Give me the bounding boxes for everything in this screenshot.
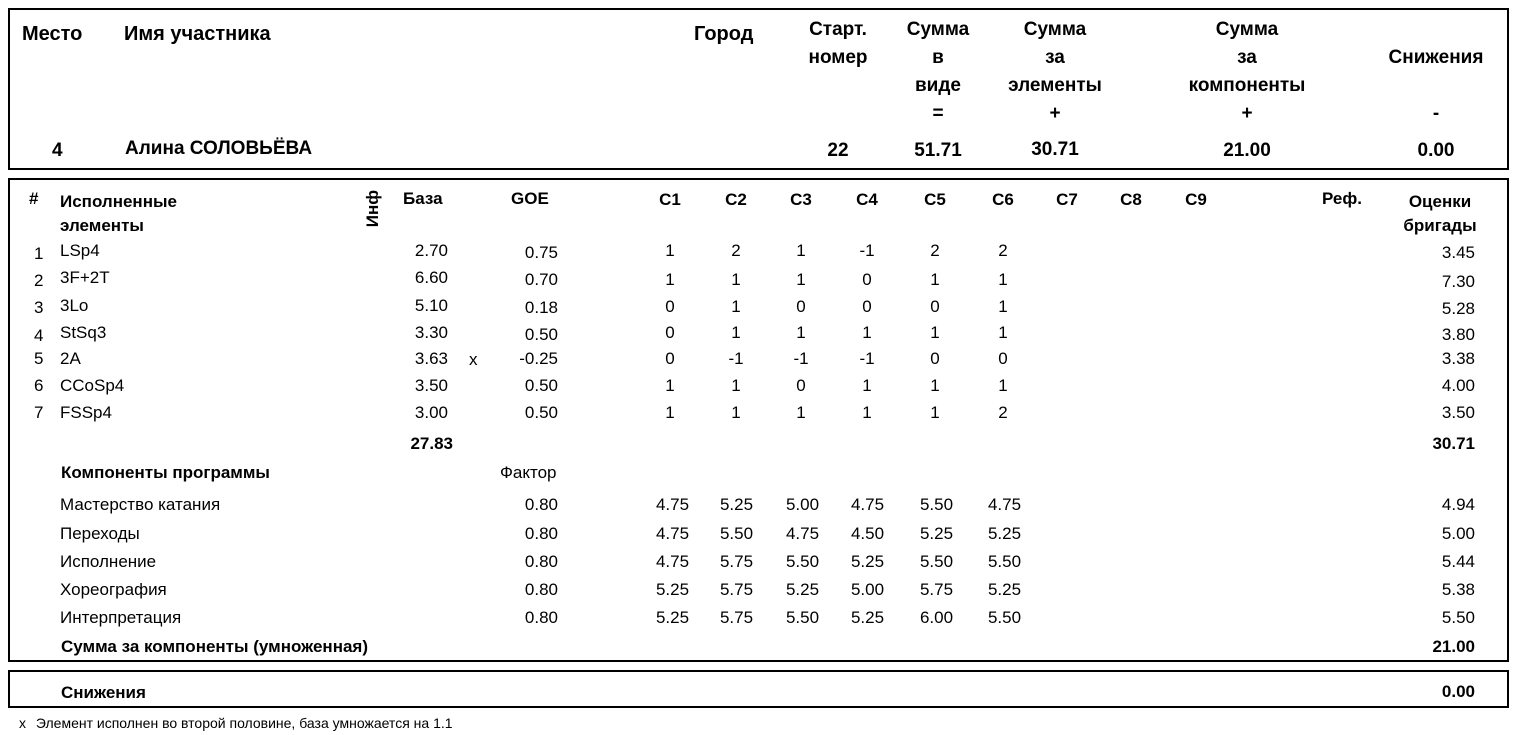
col-c5-header: C5 — [924, 190, 946, 209]
footnote — [19, 716, 453, 730]
col-score-header: Оценки бригады — [1403, 192, 1477, 235]
row-goe: 0.50 — [524, 403, 558, 422]
row-score: 3.80 — [1441, 325, 1475, 344]
row-c6: 5.25 — [987, 524, 1022, 543]
row-c1: 0 — [665, 323, 675, 342]
row-c5: 1 — [930, 403, 940, 422]
col-num-header: # — [29, 189, 39, 208]
col-c7-header: C7 — [1056, 190, 1078, 209]
col-c2-header: C2 — [725, 190, 747, 209]
row-base: 2.70 — [414, 241, 448, 260]
row-c5: 1 — [930, 270, 940, 289]
row-c3: 5.50 — [785, 608, 820, 627]
row-element: LSp4 — [60, 241, 100, 260]
row-c6: 1 — [998, 376, 1008, 395]
row-c2: 1 — [731, 403, 741, 422]
row-c5: 5.50 — [919, 495, 954, 514]
name-label: Имя участника — [124, 23, 271, 45]
row-c3: 4.75 — [785, 524, 820, 543]
component-score: 5.00 — [1441, 524, 1475, 543]
row-score: 4.00 — [1441, 376, 1475, 395]
row-c3: 1 — [796, 241, 806, 260]
row-c5: 5.25 — [919, 524, 954, 543]
row-c1: 4.75 — [655, 552, 690, 571]
factor-label: Фактор — [500, 463, 557, 482]
start-number-label: Старт. номер — [808, 19, 868, 68]
row-c1: 4.75 — [655, 495, 690, 514]
row-goe: -0.25 — [519, 349, 558, 368]
col-base-header: База — [403, 189, 443, 208]
col-c6-header: C6 — [992, 190, 1014, 209]
row-c3: 5.25 — [785, 580, 820, 599]
skater-deductions: 0.00 — [1417, 140, 1455, 161]
table-row — [0, 496, 1523, 516]
row-c4: 5.25 — [850, 608, 885, 627]
row-c3: 5.00 — [785, 495, 820, 514]
row-c5: 5.50 — [919, 552, 954, 571]
row-c4: 5.00 — [850, 580, 885, 599]
skater-place: 4 — [52, 140, 63, 161]
row-c4: 4.75 — [850, 495, 885, 514]
row-c5: 1 — [930, 323, 940, 342]
col-c8-header: C8 — [1120, 190, 1142, 209]
components-title: Компоненты программы — [61, 463, 270, 482]
col-c9-header: C9 — [1185, 190, 1207, 209]
row-c5: 5.75 — [919, 580, 954, 599]
component-factor: 0.80 — [524, 524, 558, 543]
row-c2: -1 — [728, 349, 744, 368]
row-base: 3.63 — [414, 349, 448, 368]
row-c6: 5.50 — [987, 608, 1022, 627]
row-c3: -1 — [793, 349, 809, 368]
row-c1: 0 — [665, 349, 675, 368]
row-c1: 1 — [665, 270, 675, 289]
col-c1-header: C1 — [659, 190, 681, 209]
row-c5: 0 — [930, 297, 940, 316]
row-c3: 5.50 — [785, 552, 820, 571]
row-goe: 0.75 — [524, 243, 558, 262]
table-row — [0, 324, 1523, 344]
row-c3: 1 — [796, 323, 806, 342]
row-c6: 5.25 — [987, 580, 1022, 599]
component-score: 5.44 — [1441, 552, 1475, 571]
row-element: 3Lo — [60, 296, 89, 315]
component-factor: 0.80 — [524, 580, 558, 599]
skater-name: Алина СОЛОВЬЁВА — [125, 138, 313, 159]
row-base: 6.60 — [414, 268, 448, 287]
row-c5: 0 — [930, 349, 940, 368]
components-sum-label: Сумма за компоненты + — [1188, 19, 1306, 124]
component-name: Исполнение — [60, 552, 157, 571]
row-c2: 5.75 — [719, 552, 754, 571]
elements-sum-label: Сумма за элементы + — [1008, 19, 1102, 124]
row-c2: 2 — [731, 241, 741, 260]
components-total-label: Сумма за компоненты (умноженная) — [61, 637, 368, 656]
skater-total: 51.71 — [914, 140, 962, 161]
row-num: 3 — [34, 298, 44, 317]
row-c2: 5.25 — [719, 495, 754, 514]
component-factor: 0.80 — [524, 495, 558, 514]
row-c4: 0 — [862, 297, 872, 316]
component-name: Мастерство катания — [60, 495, 221, 514]
row-num: 6 — [34, 376, 44, 395]
score-total: 30.71 — [1432, 434, 1475, 453]
component-factor: 0.80 — [524, 552, 558, 571]
row-c1: 4.75 — [655, 524, 690, 543]
table-row — [0, 297, 1523, 317]
row-c4: -1 — [859, 349, 875, 368]
row-num: 1 — [34, 244, 44, 263]
place-label: Место — [22, 23, 83, 45]
row-info: x — [469, 350, 478, 369]
deductions-sign: - — [1432, 103, 1440, 124]
row-c2: 1 — [731, 270, 741, 289]
footnote-mark: x — [19, 715, 26, 731]
row-score: 3.45 — [1441, 243, 1475, 262]
row-num: 5 — [34, 349, 44, 368]
deductions-box-label: Снижения — [61, 683, 146, 702]
row-goe: 0.50 — [524, 376, 558, 395]
row-c6: 2 — [998, 241, 1008, 260]
row-c1: 1 — [665, 241, 675, 260]
row-c1: 1 — [665, 403, 675, 422]
table-row — [0, 609, 1523, 629]
col-info-header: Инф — [363, 189, 383, 228]
components-total: 21.00 — [1432, 637, 1475, 656]
row-c3: 0 — [796, 297, 806, 316]
row-c6: 2 — [998, 403, 1008, 422]
row-element: 2A — [60, 349, 81, 368]
table-row — [0, 269, 1523, 289]
skater-components-total: 21.00 — [1223, 140, 1271, 161]
total-label: Сумма в виде = — [906, 19, 970, 124]
row-c1: 1 — [665, 376, 675, 395]
deductions-box — [8, 670, 1509, 708]
row-score: 5.28 — [1441, 299, 1475, 318]
row-c5: 1 — [930, 376, 940, 395]
row-c6: 1 — [998, 323, 1008, 342]
row-element: StSq3 — [60, 323, 107, 342]
row-score: 3.50 — [1441, 403, 1475, 422]
row-c4: 0 — [862, 270, 872, 289]
row-c4: 1 — [862, 376, 872, 395]
row-c4: 1 — [862, 403, 872, 422]
footnote-text: Элемент исполнен во второй половине, база умножается на 1.1 — [35, 715, 453, 731]
row-element: 3F+2T — [60, 268, 110, 287]
row-c6: 1 — [998, 297, 1008, 316]
row-c4: 5.25 — [850, 552, 885, 571]
component-factor: 0.80 — [524, 608, 558, 627]
row-base: 3.30 — [414, 323, 448, 342]
component-name: Хореография — [60, 580, 167, 599]
row-c5: 2 — [930, 241, 940, 260]
row-c6: 5.50 — [987, 552, 1022, 571]
row-score: 7.30 — [1441, 272, 1475, 291]
component-name: Интерпретация — [60, 608, 182, 627]
row-c2: 1 — [731, 297, 741, 316]
row-c4: 4.50 — [850, 524, 885, 543]
component-name: Переходы — [60, 524, 140, 543]
col-c3-header: C3 — [790, 190, 812, 209]
table-row — [0, 404, 1523, 424]
row-goe: 0.70 — [524, 270, 558, 289]
table-row — [0, 525, 1523, 545]
row-num: 4 — [34, 326, 44, 345]
row-c1: 5.25 — [655, 580, 690, 599]
row-base: 3.50 — [414, 376, 448, 395]
table-row — [0, 350, 1523, 370]
row-c6: 4.75 — [987, 495, 1022, 514]
row-c4: 1 — [862, 323, 872, 342]
row-c1: 5.25 — [655, 608, 690, 627]
base-total: 27.83 — [410, 434, 453, 453]
deductions-label: Снижения — [1388, 47, 1484, 68]
component-score: 5.38 — [1441, 580, 1475, 599]
table-row — [0, 581, 1523, 601]
row-base: 3.00 — [414, 403, 448, 422]
table-row — [0, 242, 1523, 262]
row-c3: 1 — [796, 270, 806, 289]
col-goe-header: GOE — [511, 189, 549, 208]
row-c6: 1 — [998, 270, 1008, 289]
row-num: 2 — [34, 271, 44, 290]
deductions-box-value: 0.00 — [1441, 682, 1475, 701]
component-score: 4.94 — [1441, 495, 1475, 514]
row-c2: 1 — [731, 376, 741, 395]
row-c2: 5.50 — [719, 524, 754, 543]
skater-elements-total: 30.71 — [1031, 139, 1079, 160]
component-score: 5.50 — [1441, 608, 1475, 627]
row-c2: 5.75 — [719, 580, 754, 599]
skater-start-number: 22 — [827, 140, 849, 161]
col-ref-header: Реф. — [1322, 189, 1362, 208]
row-c3: 0 — [796, 376, 806, 395]
row-score: 3.38 — [1441, 349, 1475, 368]
row-c3: 1 — [796, 403, 806, 422]
city-label: Город — [694, 23, 754, 45]
row-num: 7 — [34, 403, 44, 422]
col-element-header: Исполненные элементы — [60, 192, 177, 235]
table-row — [0, 553, 1523, 573]
row-c2: 5.75 — [719, 608, 754, 627]
row-c1: 0 — [665, 297, 675, 316]
table-row — [0, 377, 1523, 397]
row-c6: 0 — [998, 349, 1008, 368]
row-c2: 1 — [731, 323, 741, 342]
row-base: 5.10 — [414, 296, 448, 315]
row-c5: 6.00 — [919, 608, 954, 627]
col-c4-header: C4 — [856, 190, 878, 209]
row-c4: -1 — [859, 241, 875, 260]
row-element: FSSp4 — [60, 403, 112, 422]
row-goe: 0.50 — [524, 325, 558, 344]
row-element: CCoSp4 — [60, 376, 125, 395]
row-goe: 0.18 — [524, 298, 558, 317]
